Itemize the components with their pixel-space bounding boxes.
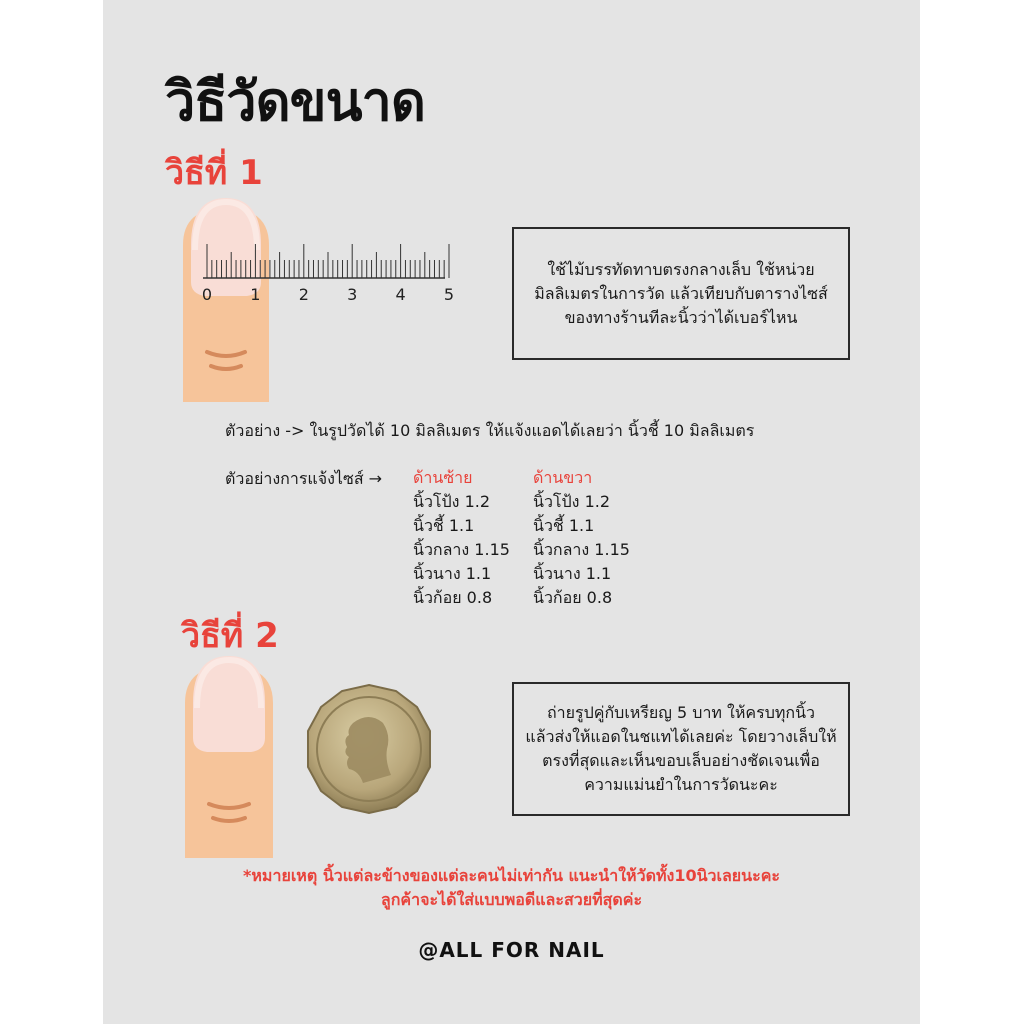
list-item: นิ้วกลาง 1.15 [533,540,630,559]
right-hand-header: ด้านขวา [533,468,593,487]
ruler-label: 3 [347,285,358,304]
right-hand-sizes [533,466,630,610]
ruler-label: 4 [395,285,406,304]
list-item: นิ้วก้อย 0.8 [533,588,613,607]
page-title: วิธีวัดขนาด [165,70,425,133]
method-1-description-box [512,227,850,360]
method-2-heading: วิธีที่ 2 [181,616,279,656]
method-2-description-box [512,682,850,816]
method-2-description: ถ่ายรูปคู่กับเหรียญ 5 บาท ให้ครบทุกนิ้ว แล้วส่งให้แอดในชแทได้เลยค่ะ โดยวางเล็บให้ ตรงที่สุดและเห็นขอบเล็บอย่างชัดเจนเพื่อ ความแม่นยำในการวัดนะคะ [525,703,837,794]
finger-illustration [181,648,277,858]
list-item: นิ้วกลาง 1.15 [413,540,510,559]
list-item: นิ้วโป้ง 1.2 [533,492,611,511]
infographic-card [103,0,920,1024]
note-text [103,864,920,912]
finger-ruler-illustration [181,190,471,402]
example-text: ตัวอย่าง -> ในรูปวัดได้ 10 มิลลิเมตร ให้แจ้งแอดได้เลยว่า นิ้วชี้ 10 มิลลิเมตร [225,421,755,440]
list-item: นิ้วชี้ 1.1 [533,516,595,535]
list-item: นิ้วนาง 1.1 [413,564,492,583]
brand-handle: @ALL FOR NAIL [418,938,605,962]
ruler-label: 5 [443,285,455,304]
note-line-2: ลูกค้าจะได้ใส่แบบพอดีและสวยที่สุดค่ะ [380,890,643,909]
ruler-label: 1 [250,285,261,304]
list-item: นิ้วนาง 1.1 [533,564,612,583]
list-item: นิ้วโป้ง 1.2 [413,492,491,511]
note-line-1: *หมายเหตุ นิ้วแต่ละข้างของแต่ละคนไม่เท่ากัน แนะนำให้วัดทั้ง10นิวเลยนะคะ [243,866,780,885]
ruler-label: 0 [201,285,213,304]
left-hand-sizes [413,466,510,610]
list-item: นิ้วก้อย 0.8 [413,588,493,607]
coin-5-baht-illustration [303,683,435,815]
ruler-label: 2 [298,285,309,304]
left-hand-header: ด้านซ้าย [413,468,473,487]
method-1-description: ใช้ไม้บรรทัดทาบตรงกลางเล็บ ใช้หน่วย มิลลิเมตรในการวัด แล้วเทียบกับตารางไซส์ ของทางร้านทีละนิ้วว่าได้เบอร์ไหน [534,259,828,327]
method-1-heading: วิธีที่ 1 [165,153,263,193]
size-example-label: ตัวอย่างการแจ้งไซส์ → [225,469,383,488]
list-item: นิ้วชี้ 1.1 [413,516,475,535]
